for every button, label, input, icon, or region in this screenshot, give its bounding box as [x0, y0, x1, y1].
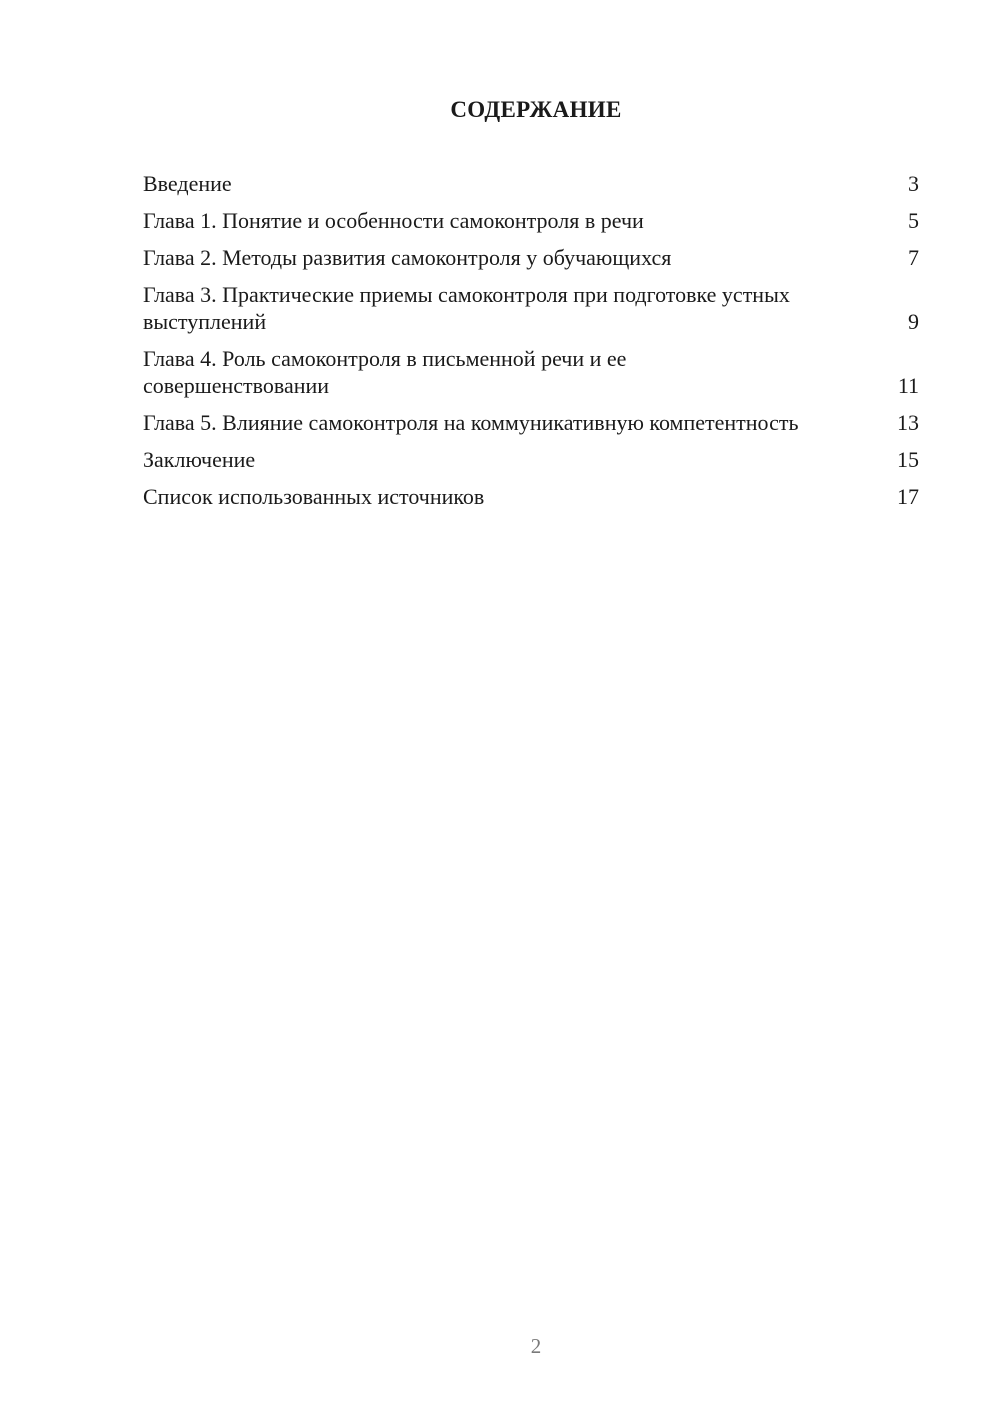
toc-entry-page: 13	[897, 410, 919, 435]
page-number: 2	[530, 1334, 542, 1358]
toc-entry	[143, 281, 919, 335]
table-of-contents	[143, 170, 919, 520]
toc-entry-page: 17	[897, 484, 919, 509]
toc-entry-label: Глава 4. Роль самоконтроля в письменной речи и ее совершенствовании	[143, 346, 627, 398]
toc-entry-label: Глава 2. Методы развития самоконтроля у обучающихся	[143, 245, 672, 270]
toc-entry	[143, 244, 919, 271]
toc-entry-page: 3	[908, 171, 919, 196]
page-title: СОДЕРЖАНИЕ	[450, 97, 622, 122]
toc-entry-label: Глава 3. Практические приемы самоконтроля при подготовке устных выступлений	[143, 282, 790, 334]
toc-entry-label: Глава 5. Влияние самоконтроля на коммуникативную компетентность	[143, 410, 799, 435]
toc-entry-label: Глава 1. Понятие и особенности самоконтроля в речи	[143, 208, 644, 233]
toc-entry	[143, 345, 919, 399]
toc-entry-page: 11	[897, 373, 919, 398]
toc-entry-page: 9	[908, 309, 919, 334]
toc-entry-label: Список использованных источников	[143, 484, 485, 509]
toc-entry	[143, 483, 919, 510]
toc-entry	[143, 409, 919, 436]
toc-entry-label: Заключение	[143, 447, 256, 472]
toc-entry	[143, 446, 919, 473]
toc-entry-page: 5	[908, 208, 919, 233]
toc-entry-label: Введение	[143, 171, 232, 196]
toc-entry	[143, 170, 919, 197]
toc-entry	[143, 207, 919, 234]
toc-entry-page: 15	[897, 447, 919, 472]
toc-entry-page: 7	[908, 245, 919, 270]
